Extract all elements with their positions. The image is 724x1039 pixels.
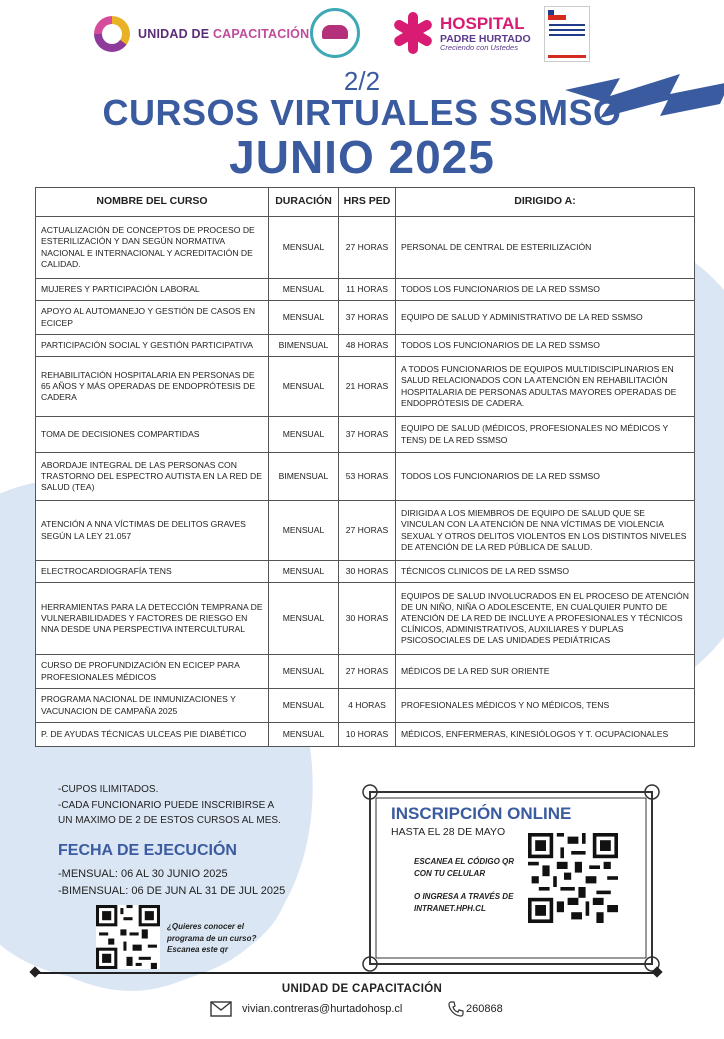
table-header-row [36, 188, 695, 217]
table-row [36, 561, 695, 583]
course-hours: 37 HORAS [339, 417, 396, 453]
course-name: REHABILITACIÓN HOSPITALARIA EN PERSONAS DE 65 AÑOS Y MÁS OPERADAS DE ENDOPRÓTESIS DE CADERA [36, 357, 269, 417]
note-line: -CUPOS ILIMITADOS. [58, 784, 159, 795]
inscripcion-web-instruction [414, 891, 524, 914]
footer-email-text[interactable]: vivian.contreras@hurtadohosp.cl [242, 1003, 403, 1015]
fecha-mensual: -MENSUAL: 06 AL 30 JUNIO 2025 [58, 868, 228, 880]
unidad-logo-word2: CAPACITACIÓN [212, 27, 310, 41]
qr-caption-line: programa de un curso? [167, 933, 257, 943]
course-duration: MENSUAL [269, 655, 339, 689]
courses-table [35, 187, 695, 747]
course-name: ELECTROCARDIOGRAFÍA TENS [36, 561, 269, 583]
phone-icon [448, 1001, 464, 1017]
course-duration: MENSUAL [269, 501, 339, 561]
course-target: DIRIGIDA A LOS MIEMBROS DE EQUIPO DE SALUD QUE SE VINCULAN CON LA ATENCIÓN DE NNA VÍCTIMAS DE VIOLENCIA SEXUAL Y OTROS DELITOS VIOLENTOS EN LOS DISTINTOS NIVELES DE ATENCIÓN DE LA RED PÚBLICA DE SALUD. [396, 501, 695, 561]
footer-phone-text[interactable]: 260868 [466, 1003, 503, 1015]
course-target: EQUIPO DE SALUD Y ADMINISTRATIVO DE LA RED SSMSO [396, 301, 695, 335]
course-target: A TODOS FUNCIONARIOS DE EQUIPOS MULTIDISCIPLINARIOS EN SALUD RELACIONADOS CON LA ATENCIÓN EN REHABILITACIÓN HOSPITALARIA DE PERSONAS ADULTAS MAYORES OPERADAS DE ENDOPRÓTESIS DE CADERA. [396, 357, 695, 417]
course-name: P. DE AYUDAS TÉCNICAS ULCEAS PIE DIABÉTICO [36, 723, 269, 747]
scan-line: CON TU CELULAR [414, 868, 486, 878]
header-duracion: DURACIÓN [269, 188, 339, 217]
course-hours: 10 HORAS [339, 723, 396, 747]
course-hours: 27 HORAS [339, 217, 396, 279]
fecha-ejecucion-lines [58, 866, 285, 899]
course-name: PARTICIPACIÓN SOCIAL Y GESTIÓN PARTICIPATIVA [36, 335, 269, 357]
qr-caption-line: Escanea este qr [167, 945, 228, 955]
course-hours: 27 HORAS [339, 655, 396, 689]
web-line: O INGRESA A TRAVÉS DE [414, 892, 514, 901]
course-duration: MENSUAL [269, 723, 339, 747]
notes-block [58, 782, 281, 829]
footer-divider [35, 972, 657, 974]
course-hours: 4 HORAS [339, 689, 396, 723]
inscripcion-deadline: HASTA EL 28 DE MAYO [391, 826, 506, 838]
note-line: UN MAXIMO DE 2 DE ESTOS CURSOS AL MES. [58, 815, 281, 826]
table-row [36, 279, 695, 301]
table-row [36, 417, 695, 453]
course-duration: MENSUAL [269, 279, 339, 301]
divider-diamond-icon [29, 966, 40, 977]
course-hours: 21 HORAS [339, 357, 396, 417]
course-target: TÉCNICOS CLINICOS DE LA RED SSMSO [396, 561, 695, 583]
course-name: ATENCIÓN A NNA VÍCTIMAS DE DELITOS GRAVES SEGÚN LA LEY 21.057 [36, 501, 269, 561]
header-logos [90, 6, 690, 66]
footer-phone[interactable] [448, 1001, 503, 1017]
gobierno-chile-logo [544, 6, 590, 62]
course-duration: MENSUAL [269, 217, 339, 279]
hospital-logo-tagline: Creciendo con Ustedes [440, 43, 518, 52]
course-hours: 30 HORAS [339, 561, 396, 583]
inscripcion-title: INSCRIPCIÓN ONLINE [391, 804, 572, 823]
table-row [36, 357, 695, 417]
table-row [36, 723, 695, 747]
hospital-logo [390, 10, 531, 56]
course-target: EQUIPO DE SALUD (MÉDICOS, PROFESIONALES NO MÉDICOS Y TENS) DE LA RED SSMSO [396, 417, 695, 453]
course-hours: 30 HORAS [339, 583, 396, 655]
table-row [36, 655, 695, 689]
table-row [36, 335, 695, 357]
page-subtitle-month: JUNIO 2025 [229, 131, 495, 183]
course-duration: MENSUAL [269, 583, 339, 655]
course-duration: BIMENSUAL [269, 453, 339, 501]
fecha-bimensual: -BIMENSUAL: 06 DE JUN AL 31 DE JUL 2025 [58, 884, 286, 897]
course-target: MÉDICOS DE LA RED SUR ORIENTE [396, 655, 695, 689]
course-target: TODOS LOS FUNCIONARIOS DE LA RED SSMSO [396, 335, 695, 357]
table-row [36, 453, 695, 501]
course-target: PERSONAL DE CENTRAL DE ESTERILIZACIÓN [396, 217, 695, 279]
table-row [36, 301, 695, 335]
course-hours: 48 HORAS [339, 335, 396, 357]
footer-email[interactable] [210, 1001, 402, 1017]
table-row [36, 689, 695, 723]
table-row [36, 217, 695, 279]
inscripcion-scan-instruction [414, 856, 524, 879]
course-name: HERRAMIENTAS PARA LA DETECCIÓN TEMPRANA DE VULNERABILIDADES Y FACTORES DE RIESGO EN NNA DESDE UNA PERSPECTIVA INTERCULTURAL [36, 583, 269, 655]
course-hours: 53 HORAS [339, 453, 396, 501]
course-hours: 37 HORAS [339, 301, 396, 335]
course-hours: 11 HORAS [339, 279, 396, 301]
footer-title: UNIDAD DE CAPACITACIÓN [281, 983, 443, 995]
table-row [36, 501, 695, 561]
course-target: MÉDICOS, ENFERMERAS, KINESIÓLOGOS Y T. OCUPACIONALES [396, 723, 695, 747]
course-name: MUJERES Y PARTICIPACIÓN LABORAL [36, 279, 269, 301]
course-hours: 27 HORAS [339, 501, 396, 561]
unidad-capacitacion-logo [94, 16, 309, 52]
course-duration: MENSUAL [269, 357, 339, 417]
hospital-logo-sub: PADRE HURTADO [440, 32, 531, 45]
qr-caption [167, 921, 256, 956]
course-duration: MENSUAL [269, 417, 339, 453]
course-target: TODOS LOS FUNCIONARIOS DE LA RED SSMSO [396, 279, 695, 301]
course-name: PROGRAMA NACIONAL DE INMUNIZACIONES Y VACUNACION DE CAMPAÑA 2025 [36, 689, 269, 723]
chile-flag-icon [548, 10, 566, 20]
envelope-icon [210, 1001, 232, 1017]
course-program-qr-code[interactable] [96, 905, 160, 969]
people-icon [322, 25, 348, 39]
scan-line: ESCANEA EL CÓDIGO QR [414, 857, 515, 866]
course-duration: MENSUAL [269, 689, 339, 723]
course-name: CURSO DE PROFUNDIZACIÓN EN ECICEP PARA PROFESIONALES MÉDICOS [36, 655, 269, 689]
course-target: TODOS LOS FUNCIONARIOS DE LA RED SSMSO [396, 453, 695, 501]
course-duration: BIMENSUAL [269, 335, 339, 357]
intranet-link[interactable]: INTRANET.HPH.CL [414, 903, 486, 913]
fecha-ejecucion-title: FECHA DE EJECUCIÓN [58, 842, 237, 859]
hospital-flower-icon [390, 10, 436, 56]
course-name: ACTUALIZACIÓN DE CONCEPTOS DE PROCESO DE ESTERILIZACIÓN Y DAN SEGÚN NORMATIVA NACIONAL E INTERNACIONAL Y ACREDITACIÓN DE CALIDAD. [36, 217, 269, 279]
page-number: 2/2 [343, 66, 381, 96]
desarrollo-personas-seal-logo [310, 8, 360, 58]
course-name: TOMA DE DECISIONES COMPARTIDAS [36, 417, 269, 453]
course-duration: MENSUAL [269, 301, 339, 335]
page-title: CURSOS VIRTUALES SSMSO [102, 92, 622, 133]
unidad-logo-icon [94, 16, 130, 52]
header-hrs-ped: HRS PED [339, 188, 396, 217]
course-target: EQUIPOS DE SALUD INVOLUCRADOS EN EL PROCESO DE ATENCIÓN DE UN NIÑO, NIÑA O ADOLESCENTE, EN CUALQUIER PUNTO DE ATENCIÓN DE LA RED DE INCLUYE A PROFESIONALES Y TÉCNICOS CLÍNICOS, ADMINISTRATIVOS, AUXILIARES Y DUPLAS PSICOSOCIALES DE LAS UNIDADES PEDIÁTRICAS [396, 583, 695, 655]
course-name: ABORDAJE INTEGRAL DE LAS PERSONAS CON TRASTORNO DEL ESPECTRO AUTISTA EN LA RED DE SALUD (TEA) [36, 453, 269, 501]
table-row [36, 583, 695, 655]
note-line: -CADA FUNCIONARIO PUEDE INSCRIBIRSE A [58, 799, 275, 811]
course-duration: MENSUAL [269, 561, 339, 583]
qr-caption-line: ¿Quieres conocer el [167, 922, 244, 931]
course-name: APOYO AL AUTOMANEJO Y GESTIÓN DE CASOS EN ECICEP [36, 301, 269, 335]
course-target: PROFESIONALES MÉDICOS Y NO MÉDICOS, TENS [396, 689, 695, 723]
inscripcion-qr-code[interactable] [528, 833, 618, 923]
unidad-logo-word1: UNIDAD DE [138, 27, 210, 41]
hospital-logo-name: HOSPITAL [440, 13, 525, 33]
header-dirigido: DIRIGIDO A: [396, 188, 695, 217]
header-nombre: NOMBRE DEL CURSO [36, 188, 269, 217]
